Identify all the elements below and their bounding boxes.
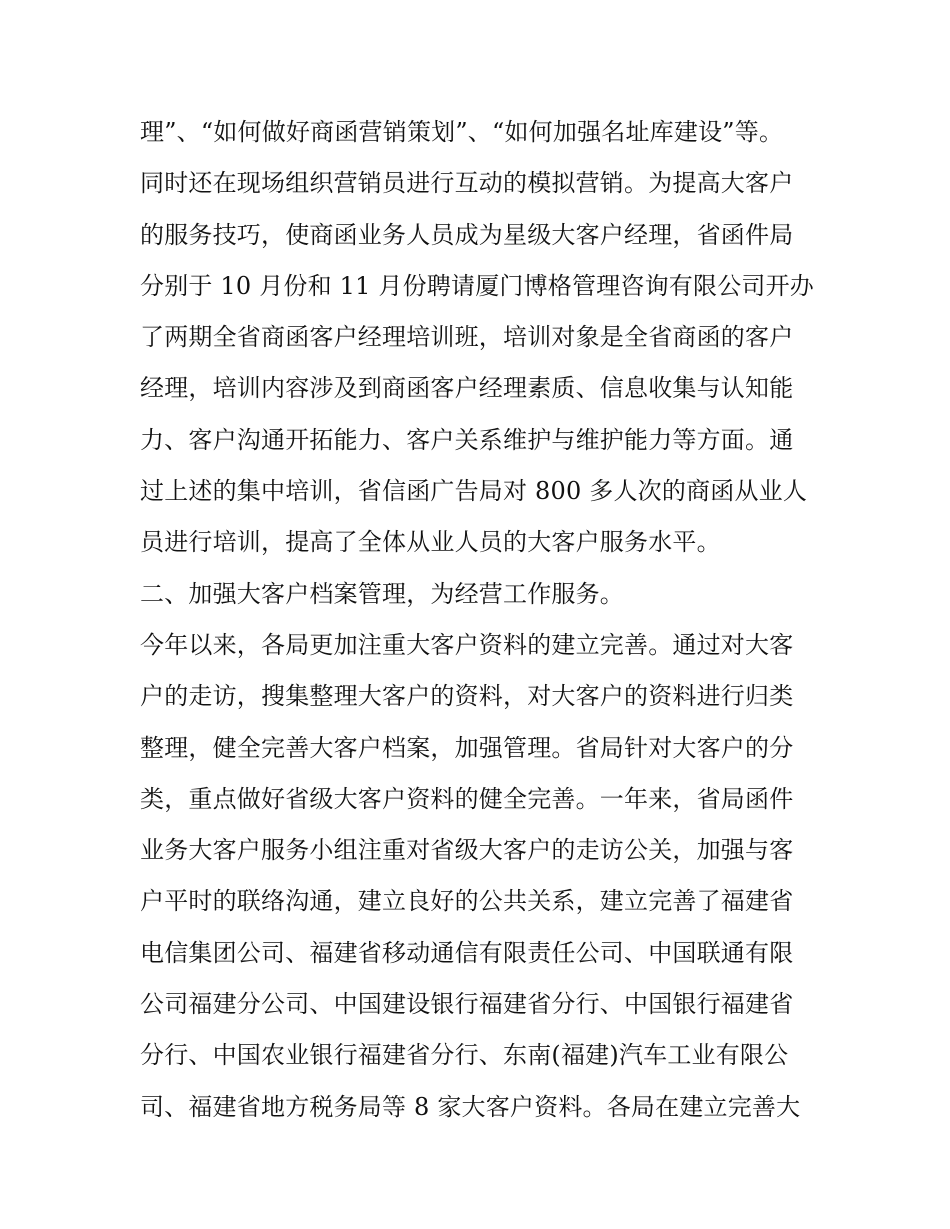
text-line: 过上述的集中培训，省信函广告局对 800 多人次的商函从业人 bbox=[140, 477, 808, 506]
text-line: 的服务技巧，使商函业务人员成为星级大客户经理，省函件局 bbox=[140, 220, 794, 249]
text-line: 类，重点做好省级大客户资料的健全完善。一年来，省局函件 bbox=[140, 784, 794, 813]
text-line: 户的走访，搜集整理大客户的资料，对大客户的资料进行归类 bbox=[140, 682, 794, 711]
text-line: 同时还在现场组织营销员进行互动的模拟营销。为提高大客户 bbox=[140, 169, 794, 198]
text-line: 整理，健全完善大客户档案，加强管理。省局针对大客户的分 bbox=[140, 733, 794, 762]
text-line: 员进行培训，提高了全体从业人员的大客户服务水平。 bbox=[140, 528, 721, 557]
text-line: 户平时的联络沟通，建立良好的公共关系，建立完善了福建省 bbox=[140, 887, 794, 916]
text-line: 分行、中国农业银行福建省分行、东南(福建)汽车工业有限公 bbox=[140, 1041, 789, 1070]
text-line: 司、福建省地方税务局等 8 家大客户资料。各局在建立完善大 bbox=[140, 1092, 801, 1121]
text-line: 理”、“如何做好商函营销策划”、“如何加强名址库建设”等。 bbox=[140, 118, 784, 146]
section-heading: 二、加强大客户档案管理，为经营工作服务。 bbox=[140, 579, 624, 608]
text-line: 分别于 10 月份和 11 月份聘请厦门博格管理咨询有限公司开办 bbox=[140, 271, 814, 300]
text-line: 公司福建分公司、中国建设银行福建省分行、中国银行福建省 bbox=[140, 990, 794, 1019]
body-text bbox=[140, 107, 820, 1133]
text-line: 电信集团公司、福建省移动通信有限责任公司、中国联通有限 bbox=[140, 938, 794, 967]
text-line: 了两期全省商函客户经理培训班，培训对象是全省商函的客户 bbox=[140, 323, 794, 352]
text-line: 今年以来，各局更加注重大客户资料的建立完善。通过对大客 bbox=[140, 630, 794, 659]
text-line: 业务大客户服务小组注重对省级大客户的走访公关，加强与客 bbox=[140, 836, 794, 865]
text-line: 经理，培训内容涉及到商函客户经理素质、信息收集与认知能 bbox=[140, 374, 794, 403]
text-line: 力、客户沟通开拓能力、客户关系维护与维护能力等方面。通 bbox=[140, 425, 794, 454]
